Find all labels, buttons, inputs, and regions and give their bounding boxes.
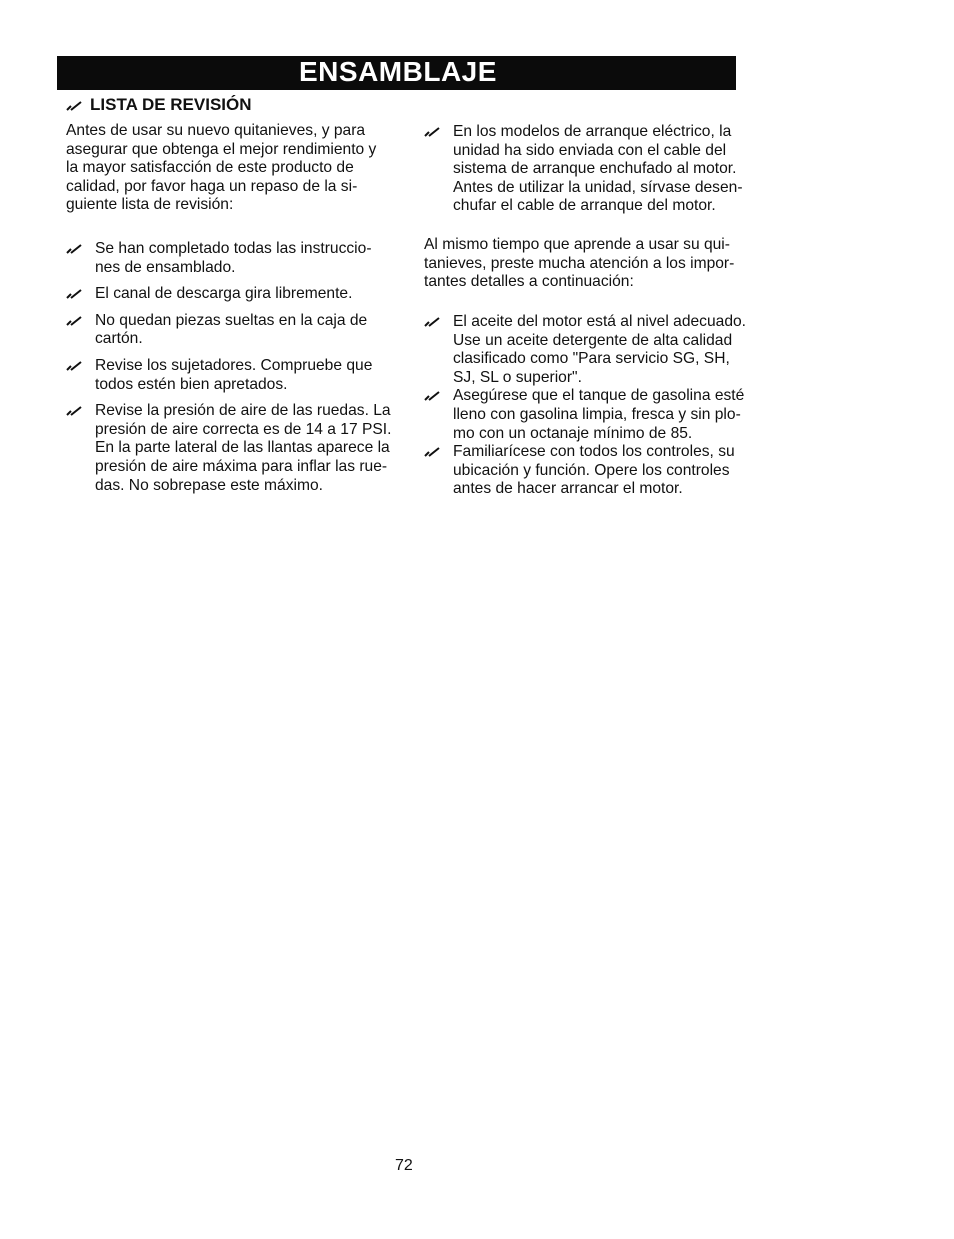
left-intro: Antes de usar su nuevo quitanieves, y para asegurar que obtenga el mejor rendimiento y la mayor satisfacción de este producto de calidad, por favor haga un repaso de la si- guiente lista de revisión: xyxy=(66,122,377,214)
list-item-text: Revise los sujetadores. Compruebe que todos estén bien apretados. xyxy=(95,356,373,393)
page-title: ENSAMBLAJE xyxy=(299,56,497,87)
list-item-text: Se han completado todas las instruccio- nes de ensamblado. xyxy=(95,240,372,276)
right-checklist xyxy=(424,313,754,499)
check-mark-icon xyxy=(66,289,82,299)
check-mark-icon xyxy=(424,391,440,401)
check-mark-icon xyxy=(66,406,82,416)
check-mark-icon xyxy=(66,316,82,326)
check-mark-icon xyxy=(66,244,82,254)
list-item xyxy=(66,312,396,349)
list-item xyxy=(66,240,396,277)
check-mark-icon xyxy=(424,127,440,137)
list-item xyxy=(424,313,754,387)
right-top-checklist xyxy=(424,123,754,216)
list-item-text: Asegúrese que el tanque de gasolina esté lleno con gasolina limpia, fresca y sin plo- mo con un octanaje mínimo de 85. xyxy=(453,387,745,442)
left-checklist xyxy=(66,240,396,495)
page-number: 72 xyxy=(395,1157,413,1174)
section-heading xyxy=(66,94,252,116)
list-item-text: Revise la presión de aire de las ruedas. La presión de aire correcta es de 14 a 17 PSI. En la parte lateral de las llantas aparece la presión de aire máxima para inflar las rue- das. No sobrepase este máximo. xyxy=(95,402,392,494)
list-item xyxy=(66,357,396,394)
list-item-text: Familiarícese con todos los controles, su ubicación y función. Opere los controles antes de hacer arrancar el motor. xyxy=(453,443,735,498)
list-item xyxy=(66,402,396,495)
check-mark-icon xyxy=(66,101,82,111)
section-heading-text: LISTA DE REVISIÓN xyxy=(90,95,252,114)
check-mark-icon xyxy=(424,317,440,327)
right-intro: Al mismo tiempo que aprende a usar su qui- tanieves, preste mucha atención a los impor- tantes detalles a continuación: xyxy=(424,236,735,291)
list-item-text: No quedan piezas sueltas en la caja de cartón. xyxy=(95,311,368,348)
list-item xyxy=(66,285,396,304)
list-item-text: En los modelos de arranque eléctrico, la unidad ha sido enviada con el cable del sistema de arranque enchufado al motor. Antes de utilizar la unidad, sírvase desen- chufar el cable de arranque del motor. xyxy=(453,123,743,215)
list-item-text: El canal de descarga gira libremente. xyxy=(95,285,353,303)
list-item xyxy=(424,123,754,216)
list-item xyxy=(424,443,754,499)
check-mark-icon xyxy=(424,447,440,457)
list-item xyxy=(424,387,754,443)
list-item-text: El aceite del motor está al nivel adecuado. Use un aceite detergente de alta calidad clasificado como "Para servicio SG, SH, SJ, SL o superior". xyxy=(453,313,746,386)
check-mark-icon xyxy=(66,361,82,371)
